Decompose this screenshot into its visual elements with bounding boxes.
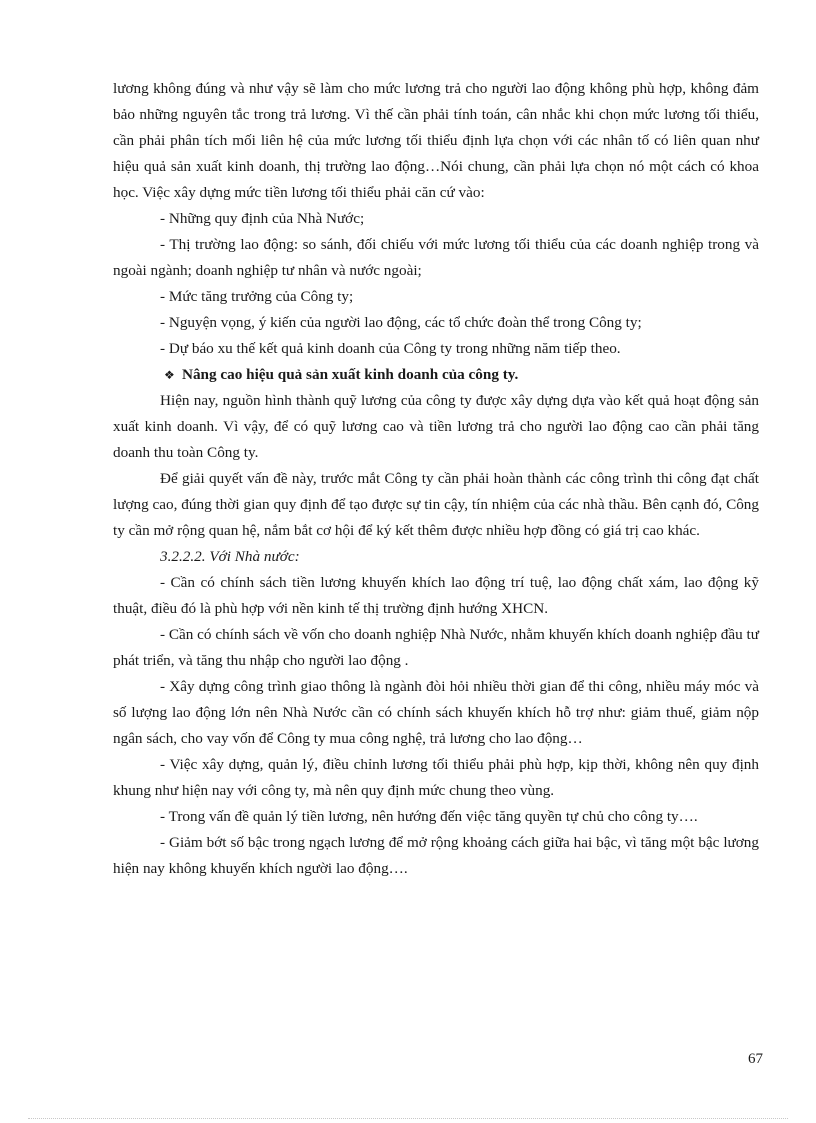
paragraph-solution: Để giải quyết vấn đề này, trước mắt Công ty cần phải hoàn thành các công trình thi công đạt chất lượng cao, đúng thời gian quy định để tạo được sự tin cậy, tín nhiệm của các nhà thầu. Bên cạnh đó, Công ty cần mở rộng quan hệ, nắm bắt cơ hội để ký kết thêm được nhiều hợp đồng có giá trị cao khác. (113, 470, 759, 539)
list-item-growth: - Mức tăng trưởng của Công ty; (160, 288, 354, 305)
section-heading (113, 362, 759, 388)
diamond-bullet-icon: ❖ (164, 368, 175, 382)
paragraph-salary-fund: Hiện nay, nguồn hình thành quỹ lương của công ty được xây dựng dựa vào kết quả hoạt động sản xuất kinh doanh. Vì vậy, để có quỹ lương cao và tiền lương trả cho người lao động cao cần phải tăng doanh thu toàn Công ty. (113, 392, 759, 461)
list-item-autonomy: - Trong vấn đề quản lý tiền lương, nên hướng đến việc tăng quyền tự chủ cho công ty…. (160, 808, 698, 825)
list-item-aspirations: - Nguyện vọng, ý kiến của người lao động, các tổ chức đoàn thể trong Công ty; (160, 314, 642, 331)
page-body (113, 76, 759, 882)
list-item-salary-grades: - Giảm bớt số bậc trong ngạch lương để mở rộng khoảng cách giữa hai bậc, vì tăng một bậc lương hiện nay không khuyến khích người lao động…. (113, 834, 759, 877)
subsection-heading: 3.2.2.2. Với Nhà nước: (160, 548, 300, 565)
list-item-minimum-wage: - Việc xây dựng, quản lý, điều chỉnh lương tối thiểu phải phù hợp, kịp thời, không nên quy định khung như hiện nay với công ty, mà nên quy định mức chung theo vùng. (113, 756, 759, 799)
list-item-forecast: - Dự báo xu thế kết quả kinh doanh của Công ty trong những năm tiếp theo. (160, 340, 621, 357)
section-heading-text: Nâng cao hiệu quả sản xuất kinh doanh của công ty. (182, 366, 519, 383)
list-item-salary-policy: - Cần có chính sách tiền lương khuyến khích lao động trí tuệ, lao động chất xám, lao động kỹ thuật, điều đó là phù hợp với nền kinh tế thị trường định hướng XHCN. (113, 574, 759, 617)
page-bottom-divider (28, 1118, 788, 1120)
paragraph-intro: lương không đúng và như vậy sẽ làm cho mức lương trả cho người lao động không phù hợp, không đảm bảo những nguyên tắc trong trả lương. Vì thế cần phải tính toán, cân nhắc khi chọn mức lương tối thiểu, cần phải phân tích mối liên hệ của mức lương tối thiểu định lựa chọn với các nhân tố có liên quan như hiệu quả sản xuất kinh doanh, thị trường lao động…Nói chung, cần phải lựa chọn nó một cách có khoa học. Việc xây dựng mức tiền lương tối thiểu phải căn cứ vào: (113, 80, 759, 201)
list-item-construction-support: - Xây dựng công trình giao thông là ngành đòi hỏi nhiều thời gian để thi công, nhiều máy móc và số lượng lao động lớn nên Nhà Nước cần có chính sách khuyến khích hỗ trợ như: giảm thuế, giảm nộp ngân sách, cho vay vốn để Công ty mua công nghệ, trả lương cho lao động… (113, 678, 759, 747)
list-item-labor-market: - Thị trường lao động: so sánh, đối chiếu với mức lương tối thiểu của các doanh nghiệp trong và ngoài ngành; doanh nghiệp tư nhân và nước ngoài; (113, 236, 759, 279)
list-item-regulations: - Những quy định của Nhà Nước; (160, 210, 365, 227)
list-item-capital-policy: - Cần có chính sách về vốn cho doanh nghiệp Nhà Nước, nhằm khuyến khích doanh nghiệp đầu tư phát triển, và tăng thu nhập cho người lao động . (113, 626, 759, 669)
page-number: 67 (748, 1051, 763, 1067)
